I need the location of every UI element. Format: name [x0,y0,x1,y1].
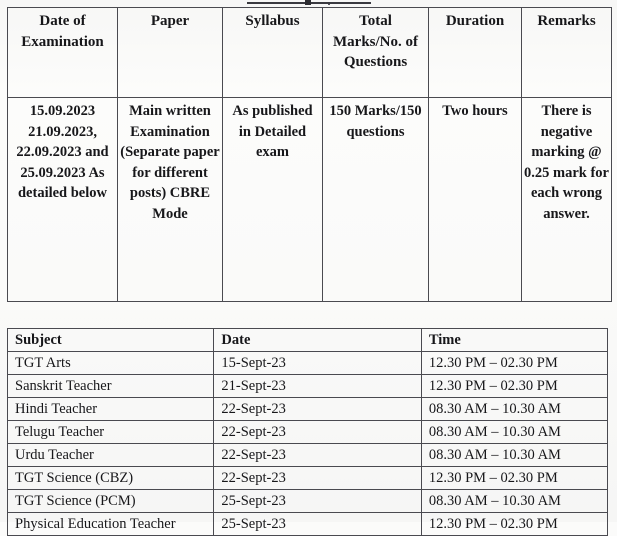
cell-date: 15-Sept-23 [214,352,421,375]
col-header-time: Time [421,329,607,352]
cell-time: 08.30 AM – 10.30 AM [421,398,607,421]
heading-glyph-fragment [305,0,311,5]
cell-time: 08.30 AM – 10.30 AM [421,490,607,513]
table-row [8,398,608,421]
cell-time: 12.30 PM – 02.30 PM [421,352,607,375]
col-header-date: Date [214,329,421,352]
col-header-date-of-examination: Date of Examination [8,8,118,98]
col-header-remarks: Remarks [522,8,612,98]
col-header-duration: Duration [429,8,522,98]
table-row [8,513,608,536]
cell-time: 12.30 PM – 02.30 PM [421,375,607,398]
table-row [8,490,608,513]
cell-date: 25-Sept-23 [214,490,421,513]
table-row [8,444,608,467]
cell-time: 12.30 PM – 02.30 PM [421,513,607,536]
cell-date: 22-Sept-23 [214,444,421,467]
col-header-paper: Paper [118,8,223,98]
cell-subject: TGT Science (CBZ) [8,467,214,490]
cell-date: 22-Sept-23 [214,467,421,490]
cell-time: 08.30 AM – 10.30 AM [421,444,607,467]
cell-date: 25-Sept-23 [214,513,421,536]
table-row [8,375,608,398]
cell-subject: TGT Arts [8,352,214,375]
cell-date: 22-Sept-23 [214,421,421,444]
col-header-total-marks: Total Marks/No. of Questions [323,8,429,98]
cell-time: 08.30 AM – 10.30 AM [421,421,607,444]
cell-subject: Telugu Teacher [8,421,214,444]
cell-syllabus: As published in Detailed exam [223,98,323,302]
examination-pattern-table [7,7,612,302]
cell-date: 21-Sept-23 [214,375,421,398]
cell-paper: Main written Examination (Separate paper for different posts) CBRE Mode [118,98,223,302]
cell-remarks: There is negative marking @ 0.25 mark for each wrong answer. [522,98,612,302]
cell-date: 22-Sept-23 [214,398,421,421]
examination-schedule-table [7,328,608,536]
table-row [8,421,608,444]
table-header-row [8,8,612,98]
cell-total-marks: 150 Marks/150 questions [323,98,429,302]
col-header-subject: Subject [8,329,214,352]
cell-time: 12.30 PM – 02.30 PM [421,467,607,490]
cropped-heading-underline [247,0,371,5]
col-header-syllabus: Syllabus [223,8,323,98]
schedule-body [8,352,608,536]
cell-subject: Sanskrit Teacher [8,375,214,398]
cell-subject: TGT Science (PCM) [8,490,214,513]
cell-subject: Hindi Teacher [8,398,214,421]
cell-subject: Physical Education Teacher [8,513,214,536]
table-row [8,467,608,490]
cell-date-of-examination: 15.09.2023 21.09.2023, 22.09.2023 and 25.09.2023 As detailed below [8,98,118,302]
heading-glyph-fragment-secondary [328,4,330,5]
cell-duration: Two hours [429,98,522,302]
cell-subject: Urdu Teacher [8,444,214,467]
schedule-header-row [8,329,608,352]
table-row [8,98,612,302]
table-row [8,352,608,375]
